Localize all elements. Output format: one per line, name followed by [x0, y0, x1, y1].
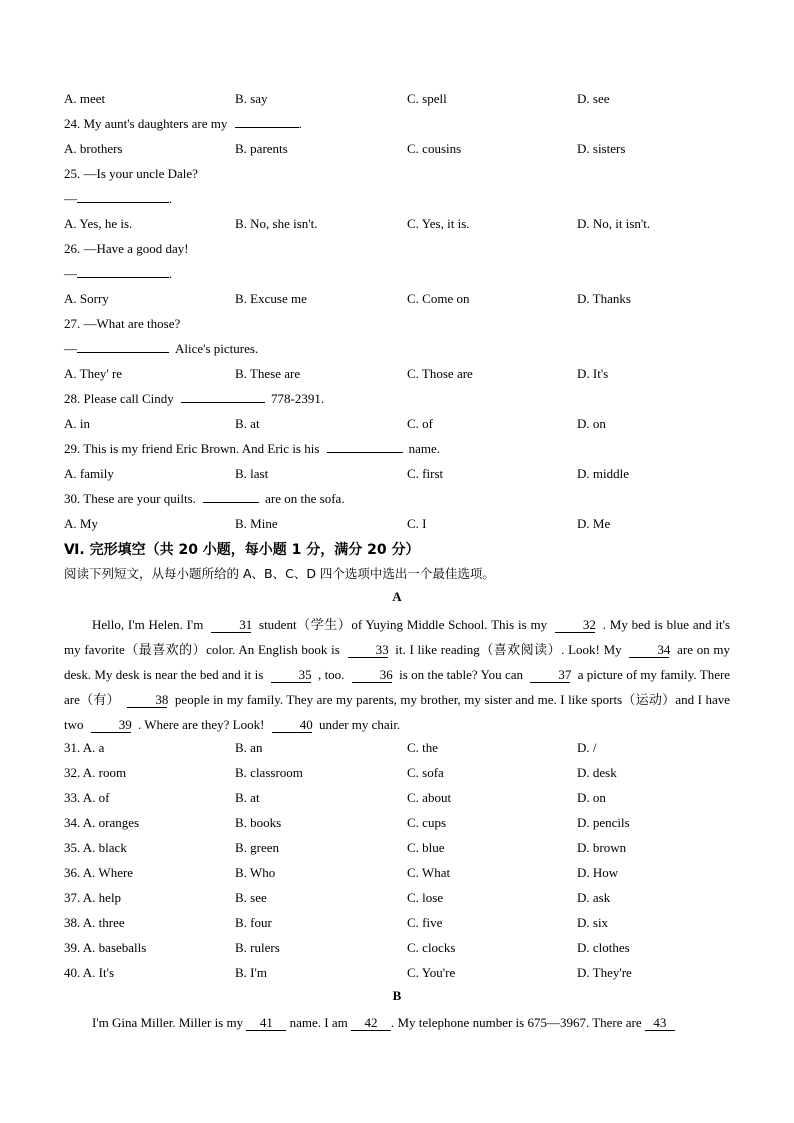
cloze-option-row [0, 738, 794, 758]
passage-a-segment: under my chair. [318, 717, 401, 732]
passage-a-segment: . Where are they? Look! [138, 717, 265, 732]
cloze-option-c: C. What [407, 865, 451, 880]
q28-option-a: A. in [64, 416, 90, 431]
cloze-option-d: D. desk [577, 765, 617, 780]
q28-option-c: C. of [407, 416, 433, 431]
cloze-option-d: D. on [577, 790, 606, 805]
cloze-option-a: 39. A. baseballs [64, 940, 147, 955]
cloze-blank-41: 41 [246, 1015, 286, 1031]
cloze-option-row [0, 863, 794, 883]
cloze-option-d: D. clothes [577, 940, 630, 955]
cloze-option-a: 37. A. help [64, 890, 122, 905]
q26-option-c: C. Come on [407, 291, 470, 306]
cloze-blank-40: 40 [272, 717, 312, 733]
cloze-option-row [0, 938, 794, 958]
cloze-blank-34: 34 [629, 642, 669, 658]
answer-blank [181, 389, 265, 403]
section-instruction: 阅读下列短文，从每小题所给的 A、B、C、D 四个选项中选出一个最佳选项。 [64, 566, 495, 581]
q25-options [0, 214, 794, 234]
cloze-option-row [0, 963, 794, 983]
cloze-option-a: 35. A. black [64, 840, 127, 855]
passage-a-segment: are on my desk. My desk is near the bed and it is [64, 642, 731, 682]
cloze-blank-32: 32 [555, 617, 595, 633]
cloze-option-c: C. You're [407, 965, 456, 980]
cloze-option-d: D. They're [577, 965, 632, 980]
q30-option-d: D. Me [577, 516, 611, 531]
cloze-option-c: C. clocks [407, 940, 456, 955]
cloze-option-d: D. six [577, 915, 609, 930]
q26-stem: 26. —Have a good day! [64, 241, 189, 256]
cloze-option-d: D. brown [577, 840, 627, 855]
cloze-option-a: 40. A. It's [64, 965, 115, 980]
q29-options [0, 464, 794, 484]
cloze-option-row [0, 788, 794, 808]
cloze-option-b: B. an [235, 740, 263, 755]
cloze-option-a: 32. A. room [64, 765, 127, 780]
passage-a-text [64, 612, 730, 737]
cloze-option-b: B. see [235, 890, 267, 905]
cloze-blank-43: 43 [645, 1015, 675, 1031]
q27-option-a: A. They' re [64, 366, 123, 381]
q25-option-a: A. Yes, he is. [64, 216, 133, 231]
section-title: Ⅵ. 完形填空（共 20 小题，每小题 1 分，满分 20 分） [64, 542, 420, 558]
cloze-blank-31: 31 [211, 617, 251, 633]
q27-options [0, 364, 794, 384]
q27-option-c: C. Those are [407, 366, 473, 381]
q26-answer-line: — . [64, 266, 173, 281]
q26-option-a: A. Sorry [64, 291, 109, 306]
cloze-blank-36: 36 [352, 667, 392, 683]
cloze-option-a: 34. A. oranges [64, 815, 140, 830]
q27-option-b: B. These are [235, 366, 301, 381]
q29-option-d: D. middle [577, 466, 629, 481]
answer-blank [203, 489, 259, 503]
cloze-option-b: B. rulers [235, 940, 280, 955]
q30-option-c: C. I [407, 516, 427, 531]
q25-stem: 25. —Is your uncle Dale? [64, 166, 198, 181]
cloze-option-c: C. five [407, 915, 443, 930]
cloze-option-row [0, 813, 794, 833]
cloze-option-c: C. about [407, 790, 452, 805]
q30-option-b: B. Mine [235, 516, 278, 531]
cloze-blank-37: 37 [530, 667, 570, 683]
passage-a-segment: student（学生）of Yuying Middle School. This is my [259, 617, 548, 632]
cloze-option-a: 33. A. of [64, 790, 110, 805]
q23-option-c: C. spell [407, 91, 447, 106]
q24-options [0, 139, 794, 159]
cloze-blank-39: 39 [91, 717, 131, 733]
cloze-option-b: B. classroom [235, 765, 303, 780]
cloze-option-b: B. books [235, 815, 282, 830]
q24-option-c: C. cousins [407, 141, 462, 156]
q25-option-c: C. Yes, it is. [407, 216, 470, 231]
passage-a-segment: it. I like reading（喜欢阅读）. Look! My [395, 642, 622, 657]
cloze-option-row [0, 913, 794, 933]
q30-stem: 30. These are your quilts. are on the sofa. [64, 491, 345, 506]
passage-a-segment: . My bed is blue and it's my favorite（最喜欢的）color. An English book is [64, 617, 731, 657]
q23-option-a: A. meet [64, 91, 106, 106]
answer-blank [77, 264, 169, 278]
passage-a-segment: , too. [317, 667, 345, 682]
cloze-option-c: C. lose [407, 890, 444, 905]
q27-answer-line: — Alice's pictures. [64, 341, 259, 356]
q25-option-b: B. No, she isn't. [235, 216, 318, 231]
q30-option-a: A. My [64, 516, 98, 531]
cloze-option-c: C. blue [407, 840, 445, 855]
cloze-option-d: D. ask [577, 890, 611, 905]
answer-blank [235, 114, 299, 128]
q26-option-d: D. Thanks [577, 291, 631, 306]
q27-option-d: D. It's [577, 366, 609, 381]
cloze-option-d: D. How [577, 865, 619, 880]
q24-option-d: D. sisters [577, 141, 626, 156]
q26-options [0, 289, 794, 309]
passage-b-text: I'm Gina Miller. Miller is my 41 name. I am 42 . My telephone number is 675—3967. There are 43 [92, 1013, 732, 1033]
q25-option-d: D. No, it isn't. [577, 216, 651, 231]
passage-a-segment: is on the table? You can [399, 667, 524, 682]
passage-a-segment: Hello, I'm Helen. I'm [92, 617, 204, 632]
q23-option-b: B. say [235, 91, 268, 106]
answer-blank [77, 189, 169, 203]
cloze-option-c: C. cups [407, 815, 446, 830]
q26-option-b: B. Excuse me [235, 291, 307, 306]
cloze-option-c: C. the [407, 740, 439, 755]
cloze-option-a: 38. A. three [64, 915, 125, 930]
cloze-option-b: B. I'm [235, 965, 267, 980]
cloze-option-a: 31. A. a [64, 740, 105, 755]
passage-a-heading: A [392, 589, 402, 604]
q27-stem: 27. —What are those? [64, 316, 181, 331]
q29-option-c: C. first [407, 466, 444, 481]
cloze-blank-33: 33 [348, 642, 388, 658]
cloze-option-b: B. green [235, 840, 280, 855]
cloze-option-b: B. at [235, 790, 260, 805]
passage-a-segment: people in my family. They are my parents, my brother, my sister and me. I like sports（运动）and I have two [64, 692, 731, 732]
cloze-option-c: C. sofa [407, 765, 444, 780]
q28-options [0, 414, 794, 434]
q24-option-b: B. parents [235, 141, 288, 156]
passage-a-segment: a picture of my family. There are（有） [64, 667, 731, 707]
cloze-blank-38: 38 [127, 692, 167, 708]
q24-stem: 24. My aunt's daughters are my . [64, 116, 302, 131]
cloze-option-b: B. Who [235, 865, 276, 880]
answer-blank [327, 439, 403, 453]
cloze-blank-35: 35 [271, 667, 311, 683]
answer-blank [77, 339, 169, 353]
cloze-option-d: D. / [577, 740, 597, 755]
q29-option-a: A. family [64, 466, 114, 481]
cloze-option-a: 36. A. Where [64, 865, 134, 880]
q29-stem: 29. This is my friend Eric Brown. And Eric is his name. [64, 441, 441, 456]
cloze-option-row [0, 838, 794, 858]
q28-option-b: B. at [235, 416, 260, 431]
q24-option-a: A. brothers [64, 141, 123, 156]
q23-options [0, 89, 794, 109]
cloze-option-row [0, 763, 794, 783]
q25-answer-line: — . [64, 191, 173, 206]
cloze-option-d: D. pencils [577, 815, 630, 830]
q28-option-d: D. on [577, 416, 606, 431]
q23-option-d: D. see [577, 91, 610, 106]
passage-b-heading: B [392, 988, 402, 1003]
cloze-option-b: B. four [235, 915, 272, 930]
cloze-blank-42: 42 [351, 1015, 391, 1031]
q29-option-b: B. last [235, 466, 269, 481]
cloze-option-row [0, 888, 794, 908]
q28-stem: 28. Please call Cindy 778-2391. [64, 391, 325, 406]
q30-options [0, 514, 794, 534]
